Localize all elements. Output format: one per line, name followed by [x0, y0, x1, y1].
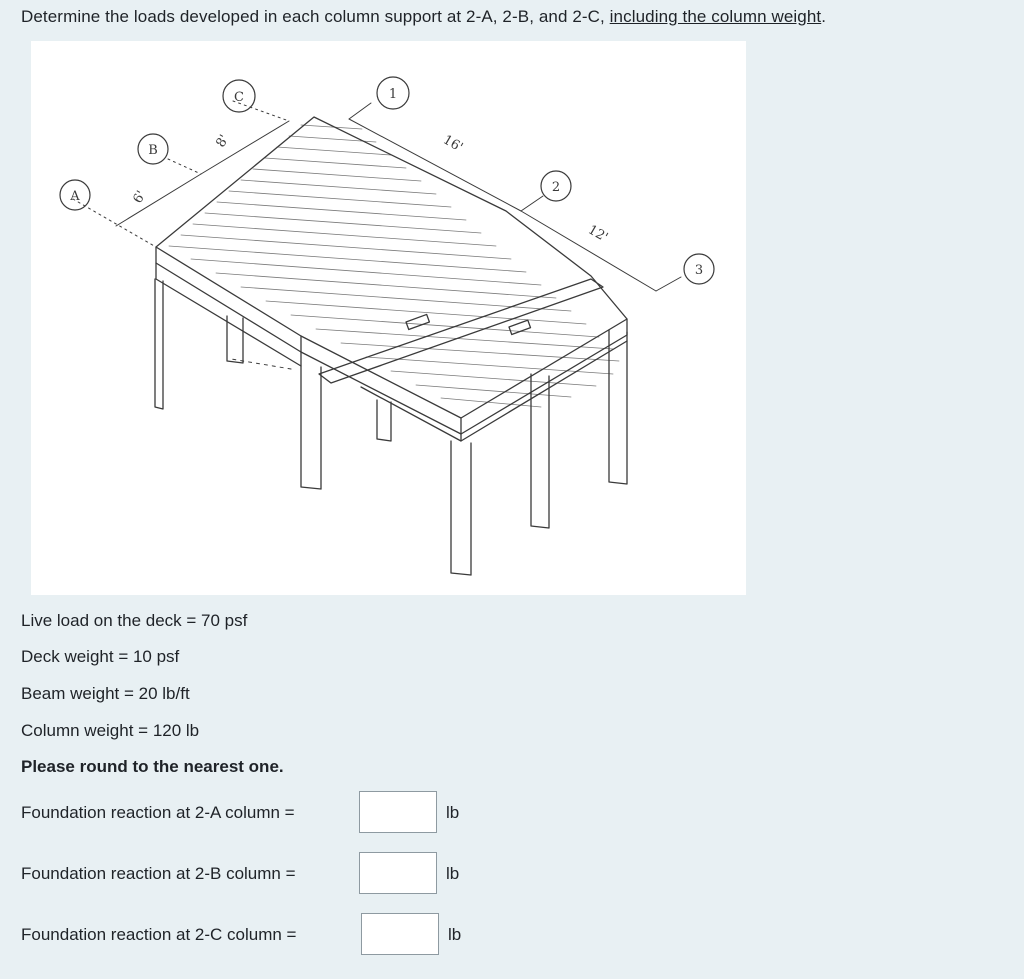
grid-label-1: 1: [388, 87, 398, 102]
figure-labels: [69, 87, 703, 278]
question-prefix: Determine the loads developed in each column support at 2-A, 2-B, and 2-C,: [21, 7, 605, 26]
question-text: [21, 7, 826, 27]
answer-input-2b[interactable]: [359, 852, 437, 894]
question-emphasis: including the column weight: [609, 7, 822, 26]
columns: [155, 279, 627, 575]
dimension-16ft: 16': [440, 132, 466, 156]
given-column-weight: Column weight = 120 lb: [21, 721, 200, 740]
dimension-6ft: 6': [130, 188, 150, 207]
grid-label-2: 2: [551, 180, 561, 195]
deck-isometric-drawing: [31, 41, 746, 595]
question-2b-label: Foundation reaction at 2-B column =: [21, 864, 296, 883]
blocking-a: [406, 314, 429, 329]
question-2c-label: Foundation reaction at 2-C column =: [21, 925, 297, 944]
answer-input-2c[interactable]: [361, 913, 439, 955]
given-live-load: Live load on the deck = 70 psf: [21, 611, 248, 630]
answer-input-2a[interactable]: [359, 791, 437, 833]
unit-2a: lb: [446, 803, 460, 822]
grid-label-b: B: [148, 143, 158, 158]
dimension-8ft: 8': [213, 132, 233, 151]
unit-2c: lb: [448, 925, 462, 944]
beam-front-left: [156, 263, 301, 366]
grid-label-c: C: [234, 90, 244, 105]
deck-edge-front: [301, 352, 461, 434]
given-beam-weight: Beam weight = 20 lb/ft: [21, 684, 190, 703]
question-suffix: .: [821, 7, 827, 26]
deck-framing-figure: [31, 41, 746, 595]
dimension-12ft: 12': [585, 222, 611, 246]
deck-outline: [156, 117, 627, 418]
question-2a-label: Foundation reaction at 2-A column =: [21, 803, 295, 822]
unit-2b: lb: [446, 864, 460, 883]
grid-label-3: 3: [694, 263, 704, 278]
blocking-b: [509, 320, 531, 334]
given-deck-weight: Deck weight = 10 psf: [21, 647, 180, 666]
grid-bubbles: [60, 77, 714, 284]
rounding-instruction: Please round to the nearest one.: [21, 757, 284, 776]
grid-label-a: A: [70, 189, 80, 204]
beam-front-mid: [361, 387, 461, 441]
deck-edge-front-left: [156, 247, 301, 352]
deck-edge-right: [461, 319, 627, 434]
